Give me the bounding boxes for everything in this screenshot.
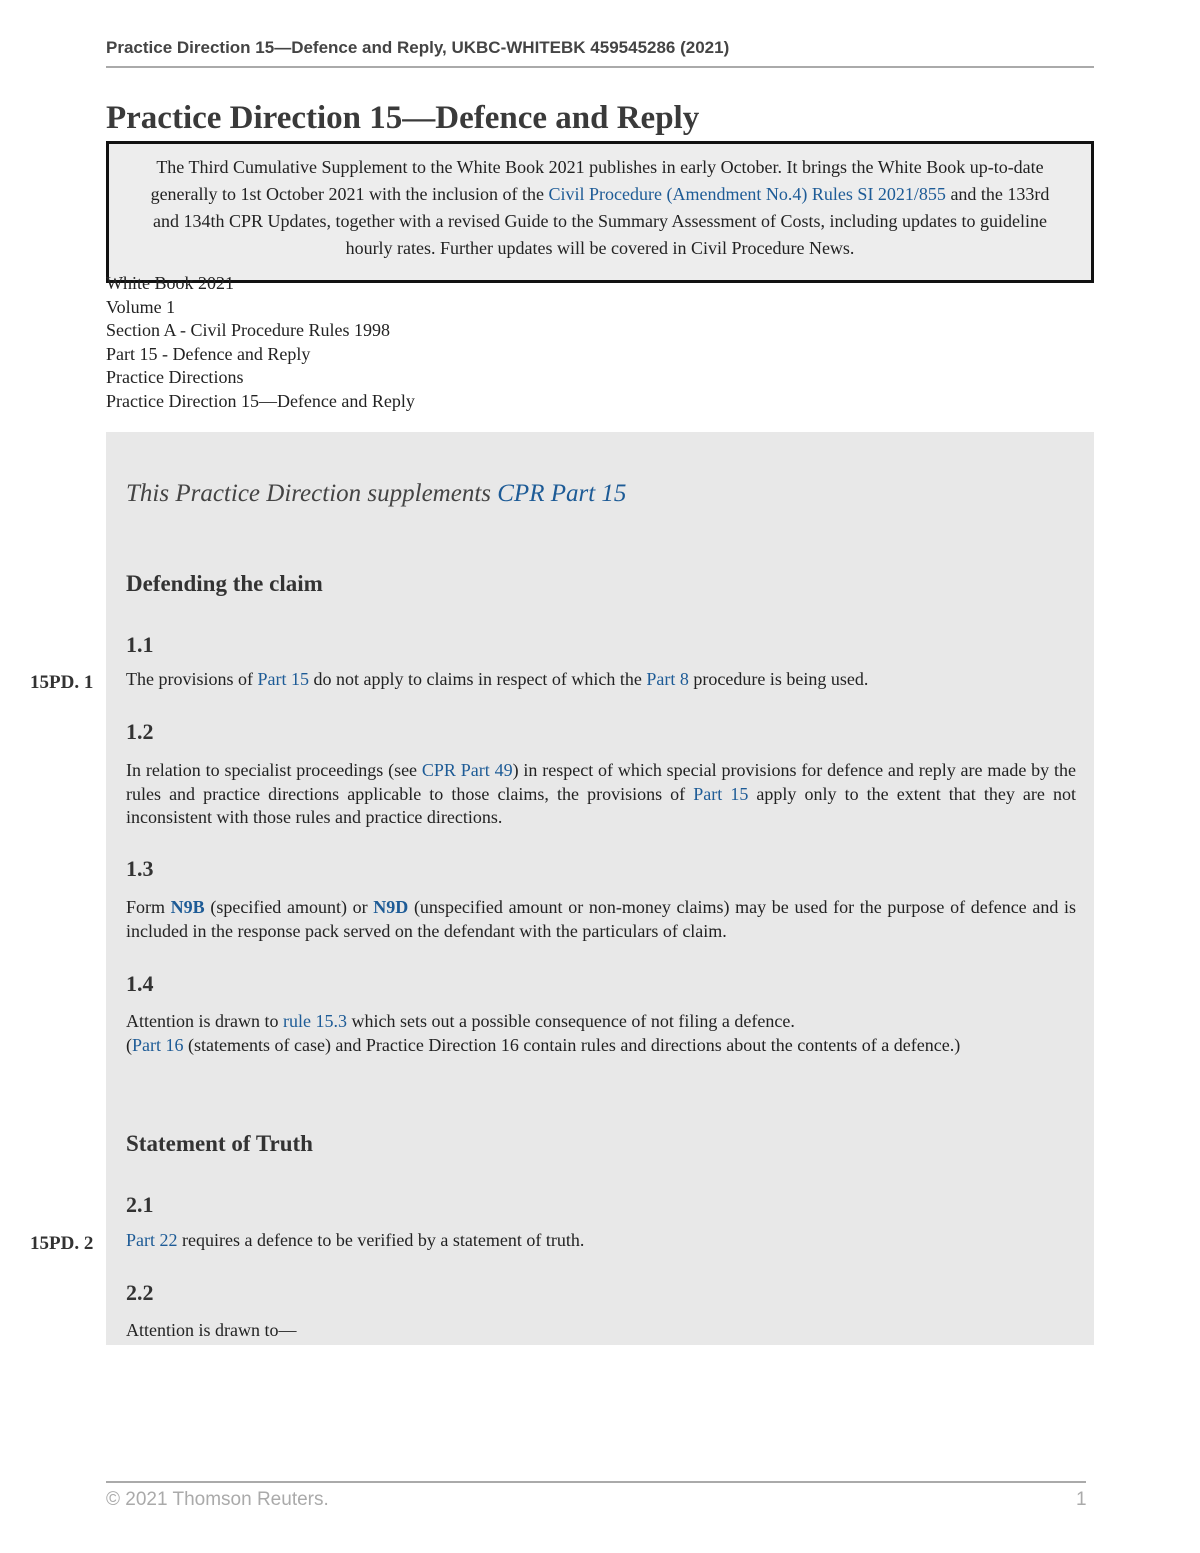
para-number-1-1: 1.1 [126, 632, 154, 657]
content-panel [106, 432, 1094, 1345]
para-text-segment: In relation to specialist proceedings (see [126, 760, 422, 780]
margin-label-15pd2: 15PD. 2 [30, 1233, 94, 1254]
link-part-15[interactable]: Part 15 [257, 669, 309, 689]
link-part-8[interactable]: Part 8 [646, 669, 689, 689]
margin-label-15pd1: 15PD. 1 [30, 672, 94, 693]
section-heading-statement-of-truth: Statement of Truth [126, 1131, 313, 1156]
link-part-16[interactable]: Part 16 [132, 1034, 184, 1055]
link-cpr-part-49[interactable]: CPR Part 49 [421, 760, 513, 780]
link-form-n9d[interactable]: N9D [373, 897, 409, 917]
para-text-segment: The provisions of [126, 669, 258, 689]
intro-text: This Practice Direction supplements [126, 480, 498, 507]
link-part-22[interactable]: Part 22 [126, 1230, 178, 1250]
para-text-segment: (specified amount) or [204, 897, 374, 917]
para-text-segment: ) in respect of which special provisions for defence and reply are made by the rules and practice directions applicable to those claims, the provisions of [126, 760, 1076, 804]
para-text-segment: which sets out a possible consequence of not filing a defence. [346, 1011, 795, 1031]
supplement-notice [106, 141, 1094, 283]
link-part-15[interactable]: Part 15 [693, 783, 749, 804]
para-number-1-2: 1.2 [126, 719, 154, 744]
paragraph-1-3 [126, 896, 1076, 943]
para-number-2-2: 2.2 [126, 1280, 154, 1305]
para-line [126, 1010, 1076, 1034]
paragraph-2-2 [126, 1319, 1076, 1343]
para-number-1-4: 1.4 [126, 971, 154, 996]
notice-text-part1: The Third Cumulative Supplement to the White Book 2021 publishes in early October. It brings the White Book up-to-date generally to 1st October 2021 with the inclusion of the [150, 157, 1044, 204]
intro-link-cpr-part-15[interactable]: CPR Part 15 [497, 480, 627, 507]
page-title: Practice Direction 15—Defence and Reply [106, 100, 700, 136]
footer-copyright: © 2021 Thomson Reuters. [106, 1489, 329, 1510]
para-number-2-1: 2.1 [126, 1192, 154, 1217]
paragraph-1-1 [126, 668, 1076, 692]
running-header: Practice Direction 15—Defence and Reply, UKBC-WHITEBK 459545286 (2021) [106, 38, 1094, 68]
para-text-segment: Form [126, 897, 171, 917]
page-number: 1 [1076, 1489, 1087, 1510]
breadcrumb-item: Practice Direction 15—Defence and Reply [106, 390, 415, 411]
para-text-segment: apply only to the extent that they are not inconsistent with those rules and practice directions. [126, 783, 1076, 827]
para-text-segment: (unspecified amount or non-money claims) may be used for the purpose of defence and is included in the response pack served on the defendant with the particulars of claim. [126, 897, 1076, 941]
para-text-segment: ( [126, 1034, 132, 1055]
para-text-segment: (statements of case) and Practice Direction 16 contain rules and directions about the contents of a defence.) [183, 1034, 961, 1055]
para-text-segment: requires a defence to be verified by a statement of truth. [177, 1230, 585, 1250]
breadcrumb-item: Volume 1 [106, 296, 176, 317]
breadcrumb-item: Section A - Civil Procedure Rules 1998 [106, 320, 390, 340]
para-text-segment: do not apply to claims in respect of which the [308, 669, 647, 689]
paragraph-2-1 [126, 1229, 1076, 1253]
para-text-segment: procedure is being used. [688, 669, 869, 689]
para-number-1-3: 1.3 [126, 856, 154, 881]
para-line [126, 1034, 1076, 1058]
breadcrumb-item: White Book 2021 [106, 273, 234, 293]
notice-text [139, 154, 1061, 262]
breadcrumb-item: Practice Directions [106, 367, 244, 387]
link-form-n9b[interactable]: N9B [170, 897, 205, 917]
paragraph-1-2 [126, 759, 1076, 830]
notice-text-part2: and the 133rd and 134th CPR Updates, together with a revised Guide to the Summary Assessment of Costs, including updates to guideline hourly rates. Further updates will be covered in Civil Procedure News. [153, 184, 1050, 258]
para-text-segment: Attention is drawn to [126, 1011, 283, 1031]
para-text-segment: Attention is drawn to— [126, 1320, 297, 1340]
section-heading-defending: Defending the claim [126, 571, 323, 596]
notice-link-amendment-rules[interactable]: Civil Procedure (Amendment No.4) Rules SI 2021/855 [548, 184, 946, 204]
intro-statement [126, 480, 626, 508]
breadcrumb [106, 272, 415, 413]
paragraph-1-4 [126, 1010, 1076, 1057]
link-rule-15-3[interactable]: rule 15.3 [282, 1011, 347, 1031]
footer-divider [106, 1481, 1086, 1483]
breadcrumb-item: Part 15 - Defence and Reply [106, 343, 311, 364]
